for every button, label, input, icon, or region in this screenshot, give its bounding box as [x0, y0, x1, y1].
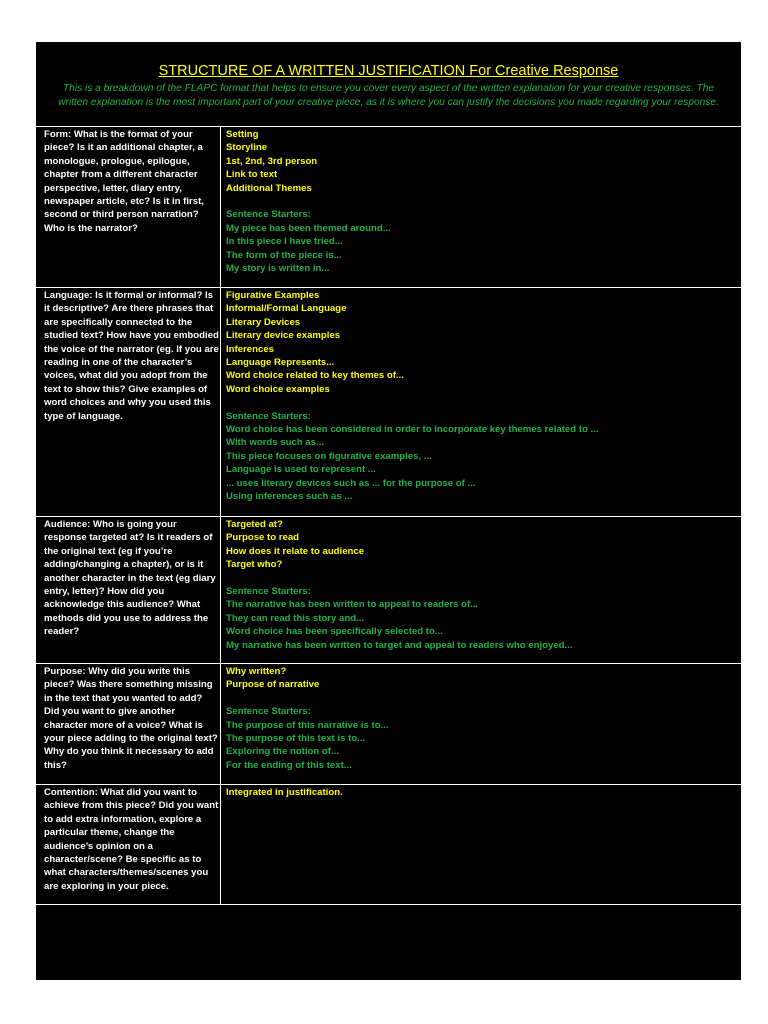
row-form — [36, 126, 741, 288]
prompt-item: How does it relate to audience — [226, 545, 365, 557]
prompt-item: Setting — [226, 129, 259, 140]
question-cell — [36, 664, 221, 785]
question-text: Audience: Who is going your response targeted at? Is it readers of the original text (eg if you’re adding/changing a chapter), or is it another character in the text (eg diary entry, letter)? How did you acknowledge this audience? What methods did you use to address the reader? — [44, 519, 216, 638]
document-header — [36, 42, 741, 126]
prompt-item: Link to text — [226, 169, 278, 181]
sentence-starter: With words such as... — [226, 437, 324, 449]
question-cell — [36, 288, 221, 517]
sentence-starters-heading: Sentence Starters: — [226, 209, 311, 221]
row-language — [36, 287, 741, 517]
prompt-item: 1st, 2nd, 3rd person — [226, 155, 318, 167]
sentence-starters-heading: Sentence Starters: — [226, 586, 311, 598]
prompts-cell — [226, 518, 737, 652]
sentence-starter: My narrative has been written to target and appeal to readers who enjoyed... — [226, 639, 573, 651]
prompt-item: Integrated in justification. — [226, 787, 343, 798]
prompt-item: Language Represents... — [226, 357, 335, 369]
prompt-item: Literary Devices — [226, 316, 301, 328]
question-text: Contention: What did you want to achieve from this piece? Did you want to add extra information, explore a particular theme, change the audience’s opinion on a character/scene? Be specific as to what characters/themes/scenes you are exploring in your piece. — [44, 787, 219, 892]
question-cell — [36, 785, 221, 905]
table-bottom-border — [36, 904, 741, 905]
prompt-item: Figurative Examples — [226, 290, 320, 301]
sentence-starter: Exploring the notion of... — [226, 746, 339, 758]
document-intro: This is a breakdown of the FLAPC format that helps to ensure you cover every aspect of the written explanation for your creative responses. The written explanation is the most important part of your creative piece, as it is where you can justify the decisions you made regarding your response. — [58, 83, 719, 108]
prompt-item: Inferences — [226, 343, 274, 355]
question-text: Language: Is it formal or informal? Is it descriptive? Are there phrases that are specifically connected to the studied text? How have you embodied the voice of the narrator (eg. If you are reading in one of the character’s voices, what did you adopt from the text to show this? Give examples of word choices and why you used this type of language. — [44, 290, 219, 422]
sentence-starter: They can read this story and... — [226, 612, 365, 624]
prompt-item: Storyline — [226, 142, 268, 154]
question-cell — [36, 517, 221, 664]
sentence-starter: The purpose of this text is to... — [226, 733, 366, 745]
sentence-starter: ... uses literary devices such as ... for the purpose of ... — [226, 477, 476, 489]
row-audience — [36, 516, 741, 664]
question-cell — [36, 127, 221, 288]
sentence-starter: For the ending of this text... — [226, 759, 352, 771]
sentence-starter: My piece has been themed around... — [226, 222, 391, 234]
sentence-starter: Using inferences such as ... — [226, 491, 353, 503]
prompt-item: Purpose of narrative — [226, 679, 320, 691]
sentence-starter: This piece focuses on figurative examples, ... — [226, 450, 432, 462]
sentence-starter: The narrative has been written to appeal to readers of... — [226, 599, 479, 611]
prompt-item: Informal/Formal Language — [226, 303, 347, 315]
sentence-starter: The form of the piece is... — [226, 249, 342, 261]
prompt-item: Word choice related to key themes of... — [226, 370, 404, 382]
question-text: Purpose: Why did you write this piece? Was there something missing in the text that you wanted to add? Did you want to give another character more of a voice? What is your piece adding to the original text? Why do you think it necessary to add this? — [44, 666, 218, 771]
prompt-item: Literary device examples — [226, 330, 341, 342]
sentence-starter: Word choice has been specifically selected to... — [226, 626, 443, 638]
document-title: STRUCTURE OF A WRITTEN JUSTIFICATION For Creative Response — [158, 63, 619, 79]
row-purpose — [36, 663, 741, 785]
sentence-starters-heading: Sentence Starters: — [226, 410, 311, 422]
sentence-starter: My story is written in... — [226, 263, 330, 275]
prompts-cell — [226, 289, 737, 503]
sentence-starter: In this piece I have tried... — [226, 236, 343, 248]
prompt-item: Additional Themes — [226, 182, 312, 194]
prompt-item: Purpose to read — [226, 532, 300, 544]
prompt-item: Word choice examples — [226, 383, 330, 395]
sentence-starter: Language is used to represent ... — [226, 464, 376, 476]
document-sheet — [36, 42, 741, 980]
prompts-cell — [226, 665, 737, 772]
prompt-item: Target who? — [226, 559, 283, 571]
sentence-starter: Word choice has been considered in order to incorporate key themes related to ... — [226, 424, 599, 436]
question-text: Form: What is the format of your piece? Is it an additional chapter, a monologue, prologue, epilogue, chapter from a different character perspective, letter, diary entry, newspaper article, etc? Is it in first, second or third person narration? Who is the narrator? — [44, 129, 204, 234]
prompt-item: Why written? — [226, 666, 287, 677]
row-contention — [36, 784, 741, 905]
sentence-starters-heading: Sentence Starters: — [226, 706, 311, 718]
sentence-starter: The purpose of this narrative is to... — [226, 719, 389, 731]
prompt-item: Targeted at? — [226, 519, 283, 530]
prompts-cell — [226, 786, 737, 799]
prompts-cell — [226, 128, 737, 275]
